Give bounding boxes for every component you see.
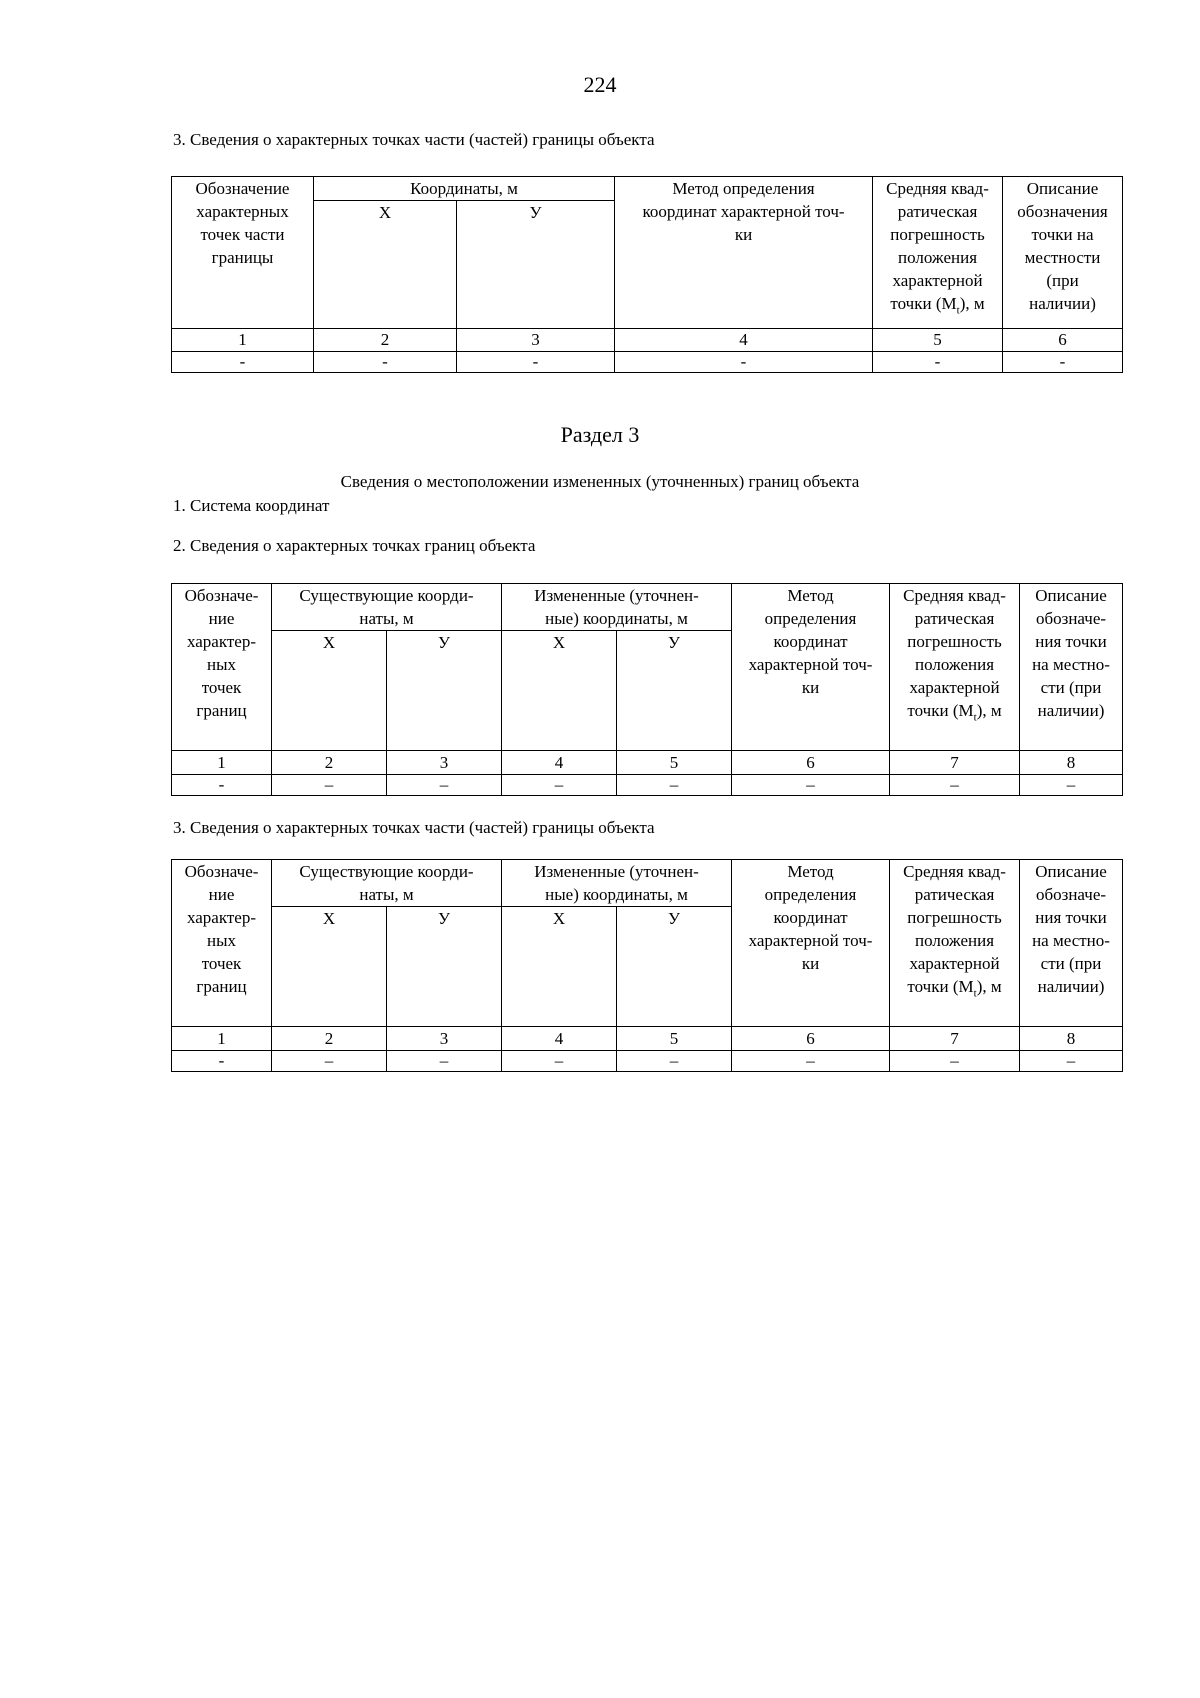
column-number: 8 — [1020, 1027, 1123, 1051]
table-cell: - — [457, 352, 615, 373]
column-number: 4 — [502, 1027, 617, 1051]
column-number: 3 — [387, 751, 502, 775]
table-cell: – — [617, 775, 732, 796]
col-method: Метод определения координат характерной точ- ки — [615, 177, 873, 329]
col-changed-x: Х — [502, 907, 617, 1027]
table-cell: – — [617, 1051, 732, 1072]
column-number: 3 — [387, 1027, 502, 1051]
col-existing-coords: Существующие коорди- наты, м — [272, 584, 502, 631]
table-cell: – — [732, 1051, 890, 1072]
column-number: 6 — [732, 751, 890, 775]
column-number: 2 — [314, 329, 457, 352]
col-changed-coords: Измененные (уточнен- ные) координаты, м — [502, 584, 732, 631]
col-error: Средняя квад- ратическая погрешность положения характерной точки $(М_t)$, м — [890, 584, 1020, 751]
column-number: 3 — [457, 329, 615, 352]
col-changed-coords: Измененные (уточнен- ные) координаты, м — [502, 860, 732, 907]
column-number: 2 — [272, 1027, 387, 1051]
col-error: Средняя квад- ратическая погрешность положения характерной точки $(М_t)$, м — [890, 860, 1020, 1027]
col-coords-group: Координаты, м — [314, 177, 615, 201]
part-boundary-points-table — [171, 859, 1123, 1072]
table-cell: – — [1020, 775, 1123, 796]
points-part-table — [171, 176, 1123, 373]
column-number: 4 — [615, 329, 873, 352]
column-number: 5 — [617, 1027, 732, 1051]
table-cell: – — [1020, 1051, 1123, 1072]
col-description: Описание обозначе- ния точки на местно- сти (при наличии) — [1020, 860, 1123, 1027]
column-number: 4 — [502, 751, 617, 775]
column-number: 7 — [890, 751, 1020, 775]
table-cell: – — [890, 1051, 1020, 1072]
table-cell: – — [890, 775, 1020, 796]
col-changed-x: Х — [502, 631, 617, 751]
column-number: 6 — [732, 1027, 890, 1051]
column-number: 8 — [1020, 751, 1123, 775]
col-description: Описание обозначе- ния точки на местно- сти (при наличии) — [1020, 584, 1123, 751]
coordinate-system-item: 1. Система координат — [173, 496, 330, 515]
column-number: 5 — [617, 751, 732, 775]
table1-heading: 3. Сведения о характерных точках части (частей) границы объекта — [173, 130, 655, 149]
col-existing-x: Х — [272, 631, 387, 751]
table-cell: – — [272, 775, 387, 796]
col-x: Х — [314, 201, 457, 329]
table-cell: – — [272, 1051, 387, 1072]
column-number: 5 — [873, 329, 1003, 352]
col-changed-y: У — [617, 631, 732, 751]
column-number: 6 — [1003, 329, 1123, 352]
table2-heading: 2. Сведения о характерных точках границ объекта — [173, 536, 536, 555]
table-cell: – — [732, 775, 890, 796]
page-number: 224 — [583, 72, 617, 97]
table-cell: - — [314, 352, 457, 373]
col-y: У — [457, 201, 615, 329]
column-number: 7 — [890, 1027, 1020, 1051]
col-existing-x: Х — [272, 907, 387, 1027]
table-cell: - — [1003, 352, 1123, 373]
col-point-label: Обозначение характерных точек части границы — [172, 177, 314, 329]
table-cell: – — [387, 1051, 502, 1072]
table-cell: - — [172, 1051, 272, 1072]
table-cell: – — [502, 1051, 617, 1072]
table-cell: - — [873, 352, 1003, 373]
col-error: Средняя квад- ратическая погрешность положения характерной точки $(М_t)$, м — [873, 177, 1003, 329]
column-number: 1 — [172, 329, 314, 352]
section-subtitle: Сведения о местоположении измененных (уточненных) границ объекта — [340, 472, 860, 491]
col-existing-y: У — [387, 631, 502, 751]
col-method: Метод определения координат характерной точ- ки — [732, 860, 890, 1027]
table-cell: – — [387, 775, 502, 796]
column-number: 2 — [272, 751, 387, 775]
col-changed-y: У — [617, 907, 732, 1027]
section-title: Раздел 3 — [560, 422, 640, 447]
col-point-label: Обозначе- ние характер- ных точек границ — [172, 584, 272, 751]
table-cell: – — [502, 775, 617, 796]
col-existing-coords: Существующие коорди- наты, м — [272, 860, 502, 907]
col-method: Метод определения координат характерной точ- ки — [732, 584, 890, 751]
table3-heading: 3. Сведения о характерных точках части (частей) границы объекта — [173, 818, 655, 837]
boundary-points-table — [171, 583, 1123, 796]
table-cell: - — [172, 775, 272, 796]
col-description: Описание обозначения точки на местности (при наличии) — [1003, 177, 1123, 329]
col-point-label: Обозначе- ние характер- ных точек границ — [172, 860, 272, 1027]
column-number: 1 — [172, 751, 272, 775]
col-existing-y: У — [387, 907, 502, 1027]
table-cell: - — [172, 352, 314, 373]
table-cell: - — [615, 352, 873, 373]
column-number: 1 — [172, 1027, 272, 1051]
